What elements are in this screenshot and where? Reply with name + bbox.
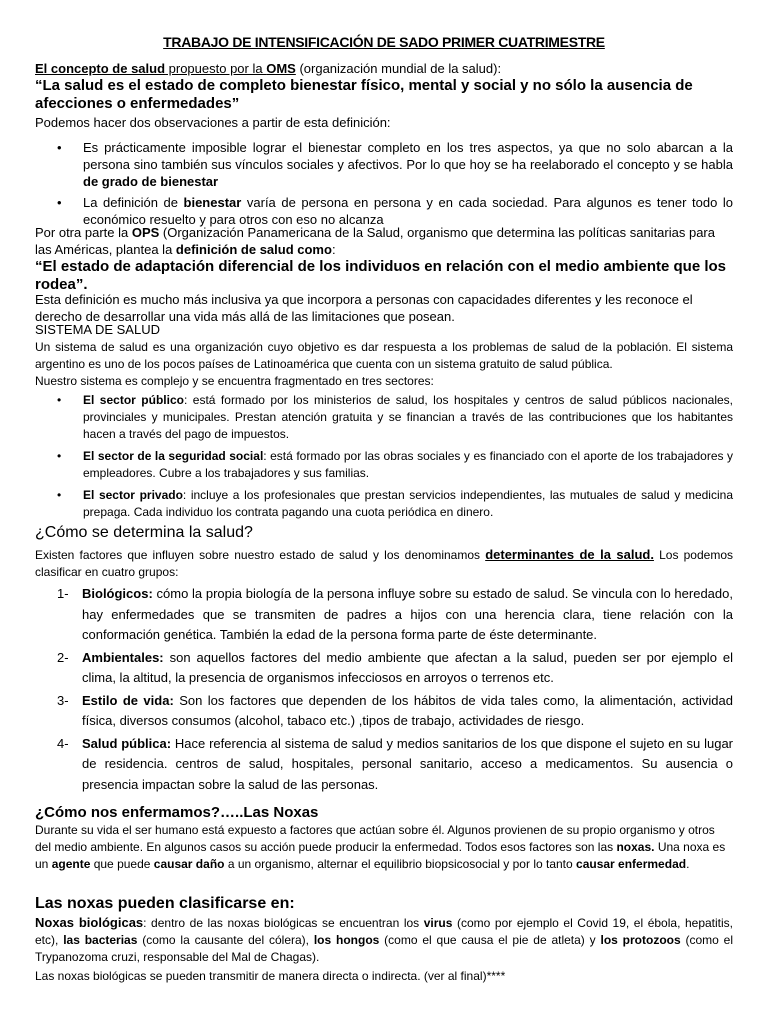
- list-item: 1- Biológicos: cómo la propia biología de la persona influye sobre su estado de salud. Se vincula con lo heredado, hay enfermedades que se transmiten de padres a hijos con una herencia clara, tiene relación con la conformación genética. También la edad de la persona forma parte de éste determinante.: [57, 586, 733, 642]
- bullet-bold: de grado de bienestar: [83, 174, 219, 189]
- determinantes-term: determinantes de la salud.: [485, 547, 654, 562]
- bullet-bold: bienestar: [183, 195, 242, 210]
- noxas-biologicas: Noxas biológicas: dentro de las noxas biológicas se encuentran los virus (como por ejemplo el Covid 19, el ébola, hepatitis, etc), las bacterias (como la causante del cólera), los hongos (como el que causa el pie de atleta) y los protozoos (como el Trypanozoma cruzi, responsable del Mal de Chagas).: [35, 915, 734, 964]
- list-item: • El sector de la seguridad social: está formado por las obras sociales y es financiado con el aporte de los trabajadores y empleadores. Cubre a los trabajadores y sus familias.: [57, 449, 733, 480]
- oms-bullet-list: [35, 139, 733, 228]
- bullet-text-end: varía de persona en persona y en cada sociedad. Para algunos es tener todo lo económico resuelto y para otros con eso no alcanza: [83, 195, 733, 227]
- noxas-heading: ¿Cómo nos enfermamos?…..Las Noxas: [35, 804, 319, 821]
- bullet-text: La definición de: [83, 195, 184, 210]
- list-item: 3- Estilo de vida: Son los factores que dependen de los hábitos de vida tales como, la alimentación, actividad física, diversos consumos (alcohol, tabaco etc.) ,tipos de trabajo, actividades de riesgo.: [57, 692, 733, 728]
- ops-label: OPS: [131, 225, 160, 240]
- bullet-marker: •: [57, 449, 62, 463]
- list-item: 2- Ambientales: son aquellos factores del medio ambiente que afectan a la salud, pueden ser por ejemplo el clima, la altitud, la presencia de organismos infecciosos en arroyos o terrenos etc.: [57, 649, 733, 685]
- oms-observations: Podemos hacer dos observaciones a partir de esta definición:: [35, 115, 391, 130]
- bullet-text: Es prácticamente imposible lograr el bienestar completo en los tres aspectos, ya que no solo abarcan a la persona sino también sus vínculos sociales y afectivos. Por lo que hoy se ha reelaborado el concepto y se habla: [83, 140, 733, 172]
- bullet-marker: •: [57, 488, 62, 502]
- ops-quote: “El estado de adaptación diferencial de los individuos en relación con el medio ambiente que los rodea”.: [35, 258, 726, 293]
- oms-quote: “La salud es el estado de completo bienestar físico, mental y social y no sólo la ausencia de afecciones o enfermedades”: [35, 77, 693, 112]
- document-title: TRABAJO DE INTENSIFICACIÓN DE SADO PRIMER CUATRIMESTRE: [163, 34, 605, 50]
- oms-label: OMS: [266, 61, 296, 76]
- ops-note: Esta definición es mucho más inclusiva ya que incorpora a personas con capacidades diferentes y les reconoce el derecho de desarrollar una vida más allá de las limitaciones que posean.: [35, 292, 693, 324]
- determinant-list: [35, 584, 733, 795]
- oms-lead-rest: (organización mundial de la salud):: [295, 61, 502, 76]
- list-item: • El sector público: está formado por los ministerios de salud, los hospitales y centros de salud públicos nacionales, provinciales y municipales. Prestan atención gratuita y se financian a través de las contribuciones que los habitantes hacen a través del pago de impuestos.: [57, 393, 733, 441]
- noxas-last: Las noxas biológicas se pueden transmitir de manera directa o indirecta. (ver al final)****: [35, 969, 506, 983]
- list-item: • El sector privado: incluye a los profesionales que prestan servicios independientes, las mutuales de salud y medicina prepaga. Cada individuo los contrata pagando una cuota periódica en dinero.: [57, 488, 733, 519]
- bullet-marker: •: [57, 195, 62, 210]
- bullet-marker: •: [57, 140, 62, 155]
- sistema-heading: SISTEMA DE SALUD: [35, 322, 160, 337]
- oms-lead: propuesto por la: [165, 61, 267, 76]
- noxas-class-heading: Las noxas pueden clasificarse en:: [35, 895, 295, 912]
- sistema-intro: Un sistema de salud es una organización cuyo objetivo es dar respuesta a los problemas de salud de la población. El sistema argentino es uno de los pocos países de Latinoamérica que cuenta con un sistema gratuito de salud pública.: [35, 340, 733, 371]
- oms-lead-bold: El concepto de salud: [35, 61, 166, 76]
- ops-paragraph: Por otra parte la OPS (Organización Panamericana de la Salud, organismo que determina las políticas sanitarias para las Américas, plantea la definición de salud como:: [35, 225, 715, 257]
- oms-intro: [35, 60, 733, 77]
- bullet-marker: •: [57, 393, 62, 407]
- noxas-paragraph: Durante su vida el ser humano está expuesto a factores que actúan sobre él. Algunos provienen de su propio organismo y otros del medio ambiente. En algunos casos su acción puede producir la enfermedad. Todos esos factores son las noxas. Una noxa es un agente que puede causar daño a un organismo, alternar el equilibrio biopsicosocial y por lo tanto causar enfermedad.: [35, 823, 726, 871]
- sector-list: [35, 392, 733, 521]
- list-item: 4- Salud pública: Hace referencia al sistema de salud y medios sanitarios de los que dispone el sujeto en su lugar de residencia. centros de salud, hospitales, personal sanitario, acceso a medicamentos. Su ausencia o presencia impactan sobre la salud de las personas.: [57, 735, 734, 792]
- list-item: [35, 194, 733, 228]
- sistema-complex: Nuestro sistema es complejo y se encuentra fragmentado en tres sectores:: [35, 374, 434, 388]
- determina-heading: ¿Cómo se determina la salud?: [35, 524, 253, 541]
- list-item: [35, 139, 733, 190]
- determina-intro: Existen factores que influyen sobre nuestro estado de salud y los denominamos determinantes de la salud. Los podemos clasificar en cuatro grupos:: [35, 547, 733, 579]
